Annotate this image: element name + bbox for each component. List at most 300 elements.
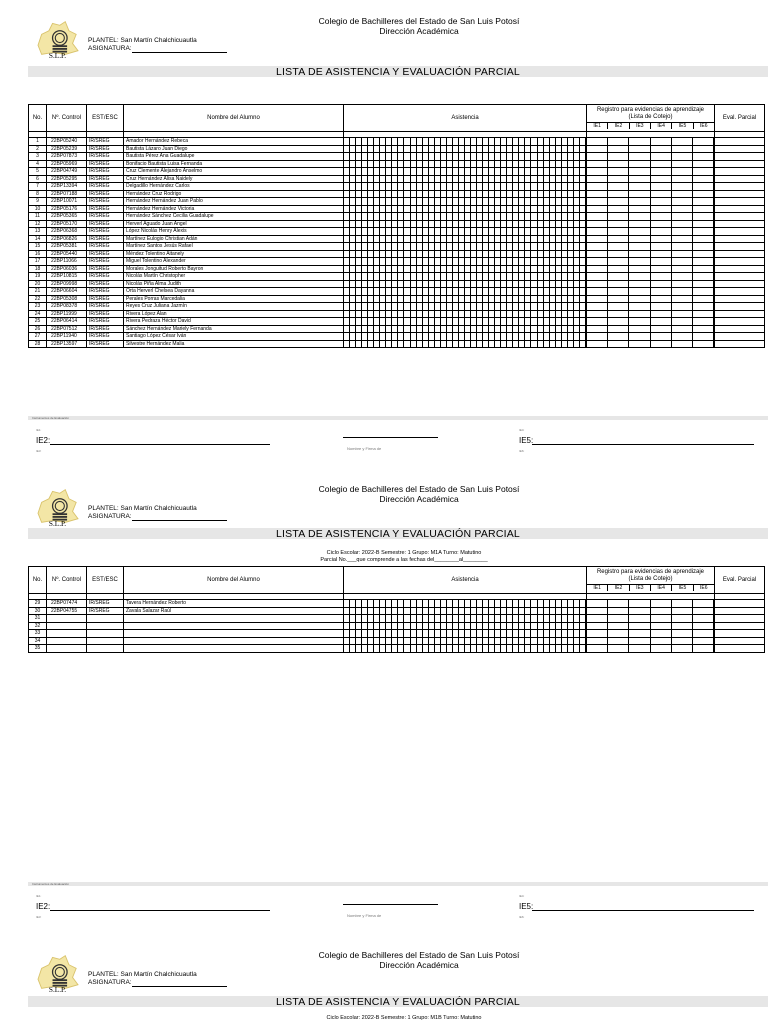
status-code: IR/SREG	[87, 145, 124, 153]
control-number: 22BP06826	[47, 235, 87, 243]
row-number: 3	[29, 153, 47, 161]
attendance-cells[interactable]	[344, 310, 587, 318]
attendance-cells[interactable]	[344, 295, 587, 303]
eval-cell[interactable]	[715, 213, 765, 221]
row-number: 2	[29, 145, 47, 153]
evidence-cells[interactable]	[587, 183, 715, 191]
institution-name: Colegio de Bachilleres del Estado de San Luis Potosí	[318, 484, 520, 494]
control-number	[47, 637, 87, 645]
evidence-cells[interactable]	[587, 340, 715, 348]
row-number: 32	[29, 622, 47, 630]
table-row	[29, 265, 765, 273]
eval-cell[interactable]	[715, 318, 765, 326]
evidence-cells[interactable]	[587, 205, 715, 213]
attendance-cells[interactable]	[344, 250, 587, 258]
ie-column-header: IE4	[651, 123, 672, 129]
control-number: 22BP09998	[47, 280, 87, 288]
attendance-cells[interactable]	[344, 622, 587, 630]
control-number: 22BP06604	[47, 288, 87, 296]
table-row	[29, 183, 765, 191]
eval-cell[interactable]	[715, 325, 765, 333]
status-code: IR/SREG	[87, 190, 124, 198]
attendance-cells[interactable]	[344, 333, 587, 341]
table-row	[29, 303, 765, 311]
evidence-cells[interactable]	[587, 325, 715, 333]
student-name: Sánchez Hernández Mariely Fernanda	[124, 325, 344, 333]
table-row	[29, 288, 765, 296]
eval-cell[interactable]	[715, 198, 765, 206]
row-number: 5	[29, 168, 47, 176]
control-number: 22BP05440	[47, 250, 87, 258]
control-number	[47, 630, 87, 638]
evidence-cells[interactable]	[587, 622, 715, 630]
status-code: IR/SREG	[87, 198, 124, 206]
eval-cell[interactable]	[715, 273, 765, 281]
student-name: Cruz Clemente Alejandro Anselmo	[124, 168, 344, 176]
control-number: 22BP06036	[47, 265, 87, 273]
ie-column-header: IE1	[587, 123, 608, 129]
student-name: Santiago López César Iván	[124, 333, 344, 341]
control-number: 22BP04749	[47, 168, 87, 176]
attendance-cells[interactable]	[344, 615, 587, 623]
table-row	[29, 138, 765, 146]
student-name: Martínez Eulogio Christian Adán	[124, 235, 344, 243]
row-number: 17	[29, 258, 47, 266]
evidence-cells[interactable]	[587, 235, 715, 243]
row-number: 27	[29, 333, 47, 341]
eval-cell[interactable]	[715, 295, 765, 303]
attendance-cells[interactable]	[344, 630, 587, 638]
evidence-cells[interactable]	[587, 295, 715, 303]
attendance-table-1: No. Nº. Control EST/ESC Nombre del Alumno Asistencia Registro para evidencias de aprendizaje (Lista de Cotejo) IE1 IE2 IE3 IE4 IE5 IE6 Eval. Parcial 1 22BP05240 IR/SREG Amador Hernández Rebeca 2 22BP05239 IR/SREG Bautista Lázaro Juan Diego 3 22BP07873 IR/SREG Bautista Pérez Ana Guadalupe 4 22BP05969 IR/SREG Bonifacio Bautista Luisa Fernanda 5 22BP04749 IR/SREG Cruz Clemente Alejandro Anselmo 6 22BP05295 IR/SREG Cruz Hernández Alisa Naidely 7 22BP13394 IR/SREG Delgadillo Hernández Carlos 8 22BP07188 IR/SREG Hernández Cruz Rodrigo 9 22BP10071 IR/SREG Hernández Hernández Juan Pablo 10 22BP05176 IR/SREG Hernández Hernández Victoria 11 22BP05365 IR/SREG Hernández Sánchez Cecilia Guadalupe 12 22BP05170 IR/SREG Herverl Aguado Juan Angel 13 22BP06368 IR/SREG López Nicolás Henry Alexis 14 22BP06826 IR/SREG Martínez Eulogio Christian Adán 15 22BP05381 IR/SREG Martínez Santos Jesús Rafael 16 22BP05440 IR/SREG Méndez Tolentino Aitanely 17 22BP11066 IR/SREG Miguel Tolentino Alexander 18 22BP06036 IR/SREG Morales Jonguitud Roberto Bayron 19 22BP10815 IR/SREG Nicolás Martín Christopher 20 22BP09998 IR/SREG Nicolás Piña Alma Judith 21 22BP06604 IR/SREG Orta Herverl Chelsea Dayanna 22 22BP05308 IR/SREG Perales Porras Marcedalia 23 22BP08378 IR/SREG Reyes Cruz Juliana Jazmín 24 22BP11999 IR/SREG Rivera López Alan 25 22BP06414 IR/SREG Rivera Pedraza Héctor David 26 22BP07512 IR/SREG Sánchez Hernández Mariely Fernanda 27 22BP11940 IR/SREG Santiago López César Iván 28 22BP13597 IR/SREG Silvestre Hernández Malia	[28, 104, 765, 348]
status-code: IR/SREG	[87, 153, 124, 161]
row-number: 8	[29, 190, 47, 198]
attendance-cells[interactable]	[344, 243, 587, 251]
row-number: 20	[29, 280, 47, 288]
parcial-info: Parcial No.___que comprende a las fechas del________al________	[320, 557, 488, 563]
ciclo-info: Ciclo Escolar: 2022-B Semestre: 1 Grupo: M1A Turno: Matutino	[326, 550, 482, 556]
evidence-cells[interactable]	[587, 273, 715, 281]
student-name: Hernández Sánchez Cecilia Guadalupe	[124, 213, 344, 221]
ie-column-header: IE3	[630, 585, 651, 591]
table-row	[29, 637, 765, 645]
eval-cell[interactable]	[715, 205, 765, 213]
row-number: 30	[29, 607, 47, 615]
control-number: 22BP11940	[47, 333, 87, 341]
attendance-cells[interactable]	[344, 205, 587, 213]
attendance-cells[interactable]	[344, 600, 587, 608]
institution-name: Colegio de Bachilleres del Estado de San Luis Potosí	[318, 950, 520, 960]
status-code	[87, 645, 124, 653]
status-code: IR/SREG	[87, 228, 124, 236]
status-code: IR/SREG	[87, 235, 124, 243]
evidence-cells[interactable]	[587, 258, 715, 266]
control-number: 22BP05969	[47, 160, 87, 168]
eval-cell[interactable]	[715, 183, 765, 191]
evidence-cells[interactable]	[587, 228, 715, 236]
table-row	[29, 243, 765, 251]
eval-cell[interactable]	[715, 175, 765, 183]
control-number: 22BP05239	[47, 145, 87, 153]
ie-column-header: IE3	[630, 123, 651, 129]
status-code: IR/SREG	[87, 265, 124, 273]
evidence-cells[interactable]	[587, 265, 715, 273]
table-row	[29, 340, 765, 348]
attendance-cells[interactable]	[344, 160, 587, 168]
eval-cell[interactable]	[715, 243, 765, 251]
control-number: 22BP10815	[47, 273, 87, 281]
institution-name: Colegio de Bachilleres del Estado de San Luis Potosí	[318, 16, 520, 26]
table-row	[29, 295, 765, 303]
eval-cell[interactable]	[715, 265, 765, 273]
evidence-cells[interactable]	[587, 645, 715, 653]
evidence-cells[interactable]	[587, 138, 715, 146]
attendance-cells[interactable]	[344, 228, 587, 236]
table-row	[29, 198, 765, 206]
row-number: 16	[29, 250, 47, 258]
row-number: 33	[29, 630, 47, 638]
attendance-cells[interactable]	[344, 220, 587, 228]
status-code	[87, 630, 124, 638]
row-number: 4	[29, 160, 47, 168]
evidence-cells[interactable]	[587, 310, 715, 318]
eval-cell[interactable]	[715, 607, 765, 615]
control-number: 22BP11066	[47, 258, 87, 266]
status-code: IR/SREG	[87, 340, 124, 348]
table-row	[29, 645, 765, 653]
eval-cell[interactable]	[715, 220, 765, 228]
student-name: Perales Porras Marcedalia	[124, 295, 344, 303]
student-name: Nicolás Martín Christopher	[124, 273, 344, 281]
attendance-cells[interactable]	[344, 190, 587, 198]
svg-text:S.L.P.: S.L.P.	[48, 520, 67, 526]
table-row	[29, 318, 765, 326]
attendance-cells[interactable]	[344, 318, 587, 326]
status-code	[87, 622, 124, 630]
student-name: Silvestre Hernández Malia	[124, 340, 344, 348]
attendance-cells[interactable]	[344, 153, 587, 161]
eval-cell[interactable]	[715, 630, 765, 638]
evaluation-instruments-footer-2: Instrumentos de Evaluación	[28, 882, 768, 886]
student-name: Tavera Hernández Roberto	[124, 600, 344, 608]
plantel-block: PLANTEL: San Martín Chalchicuautla ASIGNATURA:	[88, 505, 227, 521]
student-name: Rivera Pedraza Héctor David	[124, 318, 344, 326]
row-number: 22	[29, 295, 47, 303]
control-number: 22BP07474	[47, 600, 87, 608]
table-row	[29, 622, 765, 630]
status-code: IR/SREG	[87, 175, 124, 183]
evidence-cells[interactable]	[587, 280, 715, 288]
svg-text:S.L.P.: S.L.P.	[48, 52, 67, 58]
eval-cell[interactable]	[715, 645, 765, 653]
evidence-cells[interactable]	[587, 607, 715, 615]
table-row	[29, 310, 765, 318]
student-name: Méndez Tolentino Aitanely	[124, 250, 344, 258]
evidence-cells[interactable]	[587, 145, 715, 153]
evidence-cells[interactable]	[587, 318, 715, 326]
student-name: Hernández Hernández Victoria	[124, 205, 344, 213]
evidence-cells[interactable]	[587, 213, 715, 221]
attendance-cells[interactable]	[344, 138, 587, 146]
status-code: IR/SREG	[87, 325, 124, 333]
attendance-cells[interactable]	[344, 168, 587, 176]
status-code: IR/SREG	[87, 333, 124, 341]
evidence-cells[interactable]	[587, 333, 715, 341]
plantel-value: San Martín Chalchicuautla	[120, 505, 197, 512]
plantel-block: PLANTEL: San Martín Chalchicuautla ASIGNATURA:	[88, 37, 227, 53]
evidence-cells[interactable]	[587, 615, 715, 623]
table-row	[29, 607, 765, 615]
ie-column-header: IE5	[672, 585, 693, 591]
status-code: IR/SREG	[87, 318, 124, 326]
eval-cell[interactable]	[715, 600, 765, 608]
status-code: IR/SREG	[87, 243, 124, 251]
student-name: Nicolás Piña Alma Judith	[124, 280, 344, 288]
evidence-cells[interactable]	[587, 243, 715, 251]
attendance-cells[interactable]	[344, 235, 587, 243]
row-number: 10	[29, 205, 47, 213]
table-row	[29, 175, 765, 183]
control-number: 22BP10071	[47, 198, 87, 206]
control-number: 22BP08378	[47, 303, 87, 311]
attendance-cells[interactable]	[344, 258, 587, 266]
row-number: 18	[29, 265, 47, 273]
row-number: 23	[29, 303, 47, 311]
row-number: 13	[29, 228, 47, 236]
control-number	[47, 615, 87, 623]
status-code: IR/SREG	[87, 600, 124, 608]
attendance-cells[interactable]	[344, 288, 587, 296]
eval-cell[interactable]	[715, 250, 765, 258]
row-number: 19	[29, 273, 47, 281]
evidence-cells[interactable]	[587, 168, 715, 176]
status-code: IR/SREG	[87, 168, 124, 176]
eval-cell[interactable]	[715, 615, 765, 623]
ie-column-header: IE4	[651, 585, 672, 591]
student-name: Rivera López Alan	[124, 310, 344, 318]
status-code: IR/SREG	[87, 258, 124, 266]
row-number: 12	[29, 220, 47, 228]
student-name: Reyes Cruz Juliana Jazmín	[124, 303, 344, 311]
row-number: 29	[29, 600, 47, 608]
table-row	[29, 280, 765, 288]
status-code: IR/SREG	[87, 183, 124, 191]
attendance-cells[interactable]	[344, 265, 587, 273]
student-name: Herverl Aguado Juan Angel	[124, 220, 344, 228]
control-number: 22BP06414	[47, 318, 87, 326]
control-number: 22BP07188	[47, 190, 87, 198]
status-code: IR/SREG	[87, 138, 124, 146]
eval-cell[interactable]	[715, 637, 765, 645]
student-name	[124, 615, 344, 623]
evidence-cells[interactable]	[587, 153, 715, 161]
control-number: 22BP07873	[47, 153, 87, 161]
evaluation-instruments-footer-1: Instrumentos de Evaluación	[28, 416, 768, 420]
table-row	[29, 228, 765, 236]
sheet-1: S.L.P. Colegio de Bachilleres del Estado de San Luis Potosí Dirección Académica PLANTEL: San Martín Chalchicuautla ASIGNATURA: LISTA DE ASISTENCIA Y EVALUACIÓN PARCIAL No. Nº. Control EST/ESC Nombre del Alumno Asistencia Registro para evidencias de aprendizaje (Lista de Cotejo) IE1 IE2 IE3 IE4 IE5 IE6 Eval. Parcial 1 22BP05240 IR/SREG Amador Hernández Rebeca 2 22BP05239 IR/SREG Bautista Lázaro Juan Diego 3 22BP07873 IR/SREG Bautista Pérez Ana Guadalupe 4 22BP05969 IR/SREG Bonifacio Bautista Luisa Fernanda 5 22BP04749 IR/SREG Cruz Clemente Alejandro Anselmo 6 22BP05295 IR/SREG Cruz Hernández Alisa Naidely 7 22BP13394 IR/SREG Delgadillo Hernández Carlos 8 22BP07188 IR/SREG Hernández Cruz Rodrigo 9 22BP10071 IR/SREG Hernández Hernández Juan Pablo 10 22BP05176 IR/SREG Hernández Hernández Victoria 11 22BP05365 IR/SREG Hernández Sánchez Cecilia Guadalupe 12 22BP05170 IR/SREG Herverl Aguado Juan Angel 13 22BP06368 IR/SREG López Nicolás Henry Alexis 14 22BP06826 IR/SREG Martínez Eulogio Christian Adán 15 22BP05381 IR/SREG Martínez Santos Jesús Rafael 16 22BP05440 IR/SREG Méndez Tolentino Aitanely 17 22BP11066 IR/SREG Miguel Tolentino Alexander 18 22BP06036 IR/SREG Morales Jonguitud Roberto Bayron 19 22BP10815 IR/SREG Nicolás Martín Christopher 20 22BP09998 IR/SREG Nicolás Piña Alma Judith 21 22BP06604 IR/SREG Orta Herverl Chelsea Dayanna 22 22BP05308 IR/SREG Perales Porras Marcedalia 23 22BP08378 IR/SREG Reyes Cruz Juliana Jazmín 24 22BP11999 IR/SREG Rivera López Alan 25 22BP06414 IR/SREG Rivera Pedraza Héctor David 26 22BP07512 IR/SREG Sánchez Hernández Mariely Fernanda 27 22BP11940 IR/SREG Santiago López César Iván 28 22BP13597 IR/SREG Silvestre Hernández Malia Instrumentos de Evaluación IE1: IE2: IE3: Nombre y Firma de IE4: IE5: IE6:	[0, 0, 768, 460]
row-number: 1	[29, 138, 47, 146]
table-row	[29, 160, 765, 168]
attendance-cells[interactable]	[344, 198, 587, 206]
status-code: IR/SREG	[87, 288, 124, 296]
row-number: 9	[29, 198, 47, 206]
control-number: 22BP05170	[47, 220, 87, 228]
ciclo-info: Ciclo Escolar: 2022-B Semestre: 1 Grupo: M1B Turno: Matutino	[326, 1015, 482, 1021]
attendance-cells[interactable]	[344, 303, 587, 311]
table-row	[29, 205, 765, 213]
control-number: 22BP13394	[47, 183, 87, 191]
control-number: 22BP05240	[47, 138, 87, 146]
eval-cell[interactable]	[715, 280, 765, 288]
evidence-cells[interactable]	[587, 288, 715, 296]
evidence-cells[interactable]	[587, 637, 715, 645]
status-code: IR/SREG	[87, 310, 124, 318]
table-row	[29, 190, 765, 198]
student-name: Delgadillo Hernández Carlos	[124, 183, 344, 191]
department-name: Dirección Académica	[379, 26, 459, 36]
attendance-cells[interactable]	[344, 637, 587, 645]
attendance-cells[interactable]	[344, 183, 587, 191]
student-name	[124, 645, 344, 653]
eval-cell[interactable]	[715, 145, 765, 153]
ie-column-header: IE6	[700, 123, 708, 129]
control-number: 22BP07512	[47, 325, 87, 333]
attendance-cells[interactable]	[344, 213, 587, 221]
attendance-cells[interactable]	[344, 175, 587, 183]
table-row	[29, 235, 765, 243]
eval-cell[interactable]	[715, 190, 765, 198]
eval-cell[interactable]	[715, 160, 765, 168]
eval-cell[interactable]	[715, 340, 765, 348]
eval-cell[interactable]	[715, 168, 765, 176]
row-number: 34	[29, 637, 47, 645]
attendance-cells[interactable]	[344, 607, 587, 615]
control-number	[47, 622, 87, 630]
eval-cell[interactable]	[715, 288, 765, 296]
status-code: IR/SREG	[87, 205, 124, 213]
evidence-cells[interactable]	[587, 303, 715, 311]
attendance-cells[interactable]	[344, 645, 587, 653]
row-number: 28	[29, 340, 47, 348]
row-number: 25	[29, 318, 47, 326]
status-code: IR/SREG	[87, 250, 124, 258]
plantel-value: San Martín Chalchicuautla	[120, 971, 197, 978]
row-number: 35	[29, 645, 47, 653]
status-code: IR/SREG	[87, 220, 124, 228]
eval-cell[interactable]	[715, 228, 765, 236]
plantel-block: PLANTEL: San Martín Chalchicuautla ASIGNATURA:	[88, 971, 227, 987]
control-number: 22BP05176	[47, 205, 87, 213]
doc-title: LISTA DE ASISTENCIA Y EVALUACIÓN PARCIAL	[28, 996, 768, 1007]
table-row	[29, 145, 765, 153]
student-name: Morales Jonguitud Roberto Bayron	[124, 265, 344, 273]
eval-cell[interactable]	[715, 310, 765, 318]
ie-column-header: IE5	[672, 123, 693, 129]
sheet-3	[0, 934, 768, 1024]
table-row	[29, 220, 765, 228]
evidence-cells[interactable]	[587, 190, 715, 198]
status-code	[87, 637, 124, 645]
student-name	[124, 622, 344, 630]
eval-cell[interactable]	[715, 258, 765, 266]
student-name: Amador Hernández Rebeca	[124, 138, 344, 146]
table-row	[29, 250, 765, 258]
student-name: Hernández Cruz Rodrigo	[124, 190, 344, 198]
student-name	[124, 637, 344, 645]
row-number: 24	[29, 310, 47, 318]
evidence-cells[interactable]	[587, 250, 715, 258]
evidence-cells[interactable]	[587, 175, 715, 183]
control-number: 22BP05308	[47, 295, 87, 303]
ie-column-header: IE2	[608, 585, 629, 591]
table-row	[29, 615, 765, 623]
student-name: López Nicolás Henry Alexis	[124, 228, 344, 236]
eval-cell[interactable]	[715, 622, 765, 630]
doc-title: LISTA DE ASISTENCIA Y EVALUACIÓN PARCIAL	[28, 66, 768, 77]
row-number: 15	[29, 243, 47, 251]
control-number: 22BP04755	[47, 607, 87, 615]
status-code: IR/SREG	[87, 273, 124, 281]
eval-cell[interactable]	[715, 333, 765, 341]
attendance-cells[interactable]	[344, 325, 587, 333]
attendance-cells[interactable]	[344, 145, 587, 153]
control-number: 22BP05381	[47, 243, 87, 251]
attendance-cells[interactable]	[344, 280, 587, 288]
student-name: Bautista Lázaro Juan Diego	[124, 145, 344, 153]
attendance-table-2: No. Nº. Control EST/ESC Nombre del Alumno Asistencia Registro para evidencias de aprendizaje (Lista de Cotejo) IE1 IE2 IE3 IE4 IE5 IE6 Eval. Parcial 29 22BP07474 IR/SREG Tavera Hernández Roberto 30 22BP04755 IR/SREG Zavala Salazar Raúl 31 32 33 34 35	[28, 566, 765, 653]
status-code: IR/SREG	[87, 303, 124, 311]
status-code: IR/SREG	[87, 295, 124, 303]
ie-column-header: IE1	[587, 585, 608, 591]
status-code: IR/SREG	[87, 160, 124, 168]
sheet-2: S.L.P. Colegio de Bachilleres del Estado de San Luis Potosí Dirección Académica PLANTEL: San Martín Chalchicuautla ASIGNATURA: LISTA DE ASISTENCIA Y EVALUACIÓN PARCIAL Ciclo Escolar: 2022-B Semestre: 1 Grupo: M1A Turno: Matutino Parcial No.___que comprende a las fechas del________al________ No. Nº. Control EST/ESC Nombre del Alumno Asistencia Registro para evidencias de aprendizaje (Lista de Cotejo) IE1 IE2 IE3 IE4 IE5 IE6 Eval. Parcial 29 22BP07474 IR/SREG Tavera Hernández Roberto 30 22BP04755 IR/SREG Zavala Salazar Raúl 31 32 33 34 35 Instrumentos de Evaluación IE1: IE2: IE3: Nombre y Firma de IE4: IE5: IE6:	[0, 468, 768, 928]
evidence-cells[interactable]	[587, 220, 715, 228]
table-row	[29, 600, 765, 608]
row-number: 11	[29, 213, 47, 221]
plantel-value: San Martín Chalchicuautla	[120, 37, 197, 44]
eval-cell[interactable]	[715, 235, 765, 243]
row-number: 7	[29, 183, 47, 191]
evidence-cells[interactable]	[587, 630, 715, 638]
student-name	[124, 630, 344, 638]
doc-title: LISTA DE ASISTENCIA Y EVALUACIÓN PARCIAL	[28, 528, 768, 539]
table-row	[29, 630, 765, 638]
table-row	[29, 153, 765, 161]
row-number: 14	[29, 235, 47, 243]
evidence-cells[interactable]	[587, 198, 715, 206]
attendance-cells[interactable]	[344, 273, 587, 281]
status-code	[87, 615, 124, 623]
table-row	[29, 325, 765, 333]
attendance-cells[interactable]	[344, 340, 587, 348]
table-row	[29, 213, 765, 221]
eval-cell[interactable]	[715, 153, 765, 161]
department-name: Dirección Académica	[379, 960, 459, 970]
row-number: 21	[29, 288, 47, 296]
student-name: Hernández Hernández Juan Pablo	[124, 198, 344, 206]
evidence-cells[interactable]	[587, 160, 715, 168]
ie-column-header: IE6	[700, 585, 708, 591]
student-name: Miguel Tolentino Alexander	[124, 258, 344, 266]
eval-cell[interactable]	[715, 138, 765, 146]
control-number: 22BP05365	[47, 213, 87, 221]
eval-cell[interactable]	[715, 303, 765, 311]
control-number: 22BP13597	[47, 340, 87, 348]
svg-text:S.L.P.: S.L.P.	[48, 986, 67, 992]
evidence-cells[interactable]	[587, 600, 715, 608]
student-name: Martínez Santos Jesús Rafael	[124, 243, 344, 251]
table-row	[29, 333, 765, 341]
